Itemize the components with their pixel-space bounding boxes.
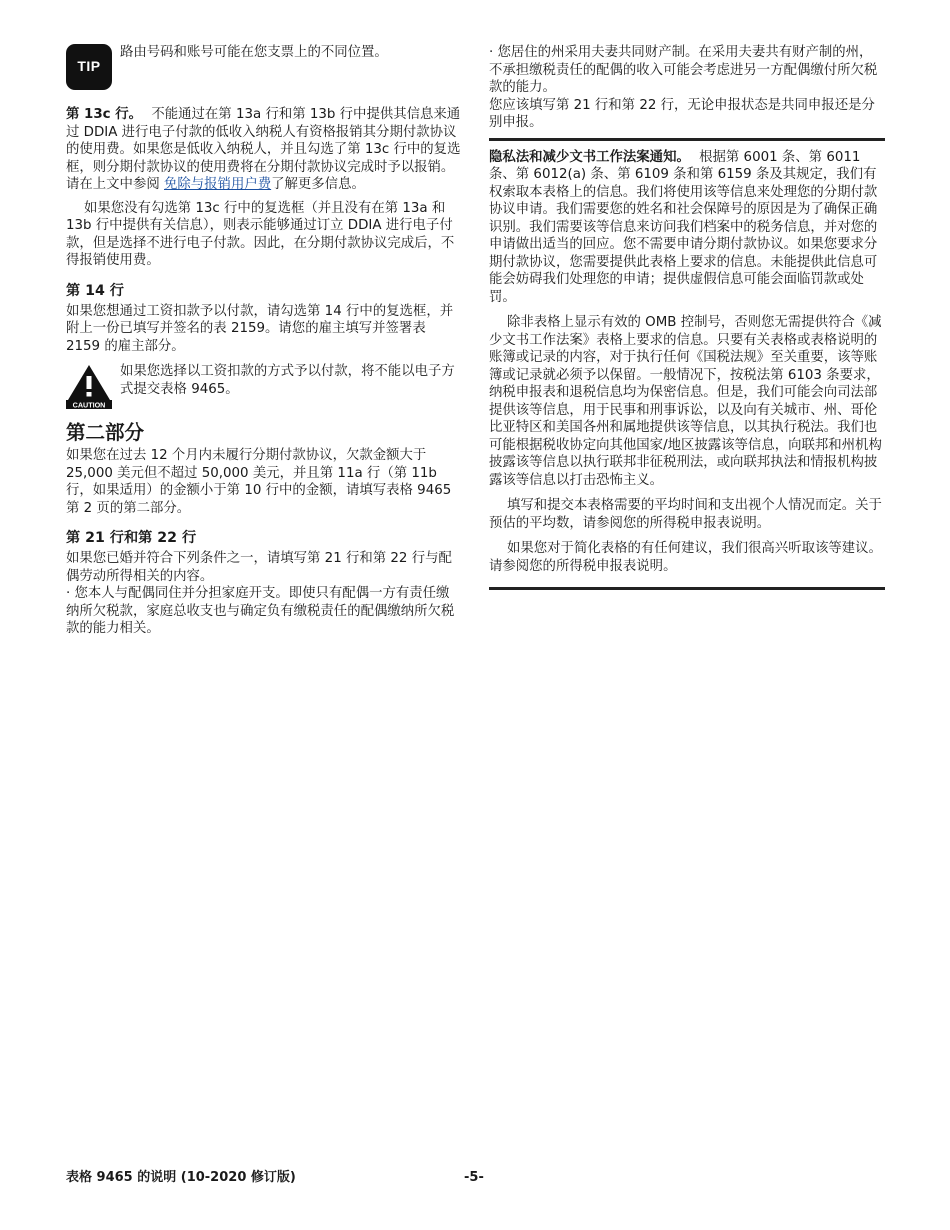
privacy-notice-paragraph-2: 除非表格上显示有效的 OMB 控制号，否则您无需提供符合《减少文书工作法案》表格上要求的信息。只要有关表格或表格说明的账簿或记录的内容，对于执行任何《国税法规》至关重要，该等账簿或记录就必须予以保留。一般情况下，按税法第 6103 条要求，纳税申报表和退税信息均为保密信息。但是，我们可能会向司法部提供该等信息，用于民事和刑事诉讼，以及向有关城市、州、哥伦比亚特区和美国各州和属地提供该等信息，以其执行税法。我们也可能根据税收协定向其他国家/地区披露该等信息，向联邦和州机构披露该等信息以执行联邦非征税刑法，或向联邦执法和情报机构披露该等信息以打击恐怖主义。 bbox=[489, 315, 882, 488]
line-13c-heading: 第 13c 行。 bbox=[66, 107, 143, 122]
line-14-text: 如果您想通过工资扣款予以付款，请勾选第 14 行中的复选框，并附上一份已填写并签名的表 2159。请您的雇主填写并签署表 2159 的雇主部分。 bbox=[66, 303, 454, 354]
caution-icon-graphic bbox=[66, 363, 112, 409]
lines-21-22-bullet-2: · 您居住的州采用夫妻共同财产制。在采用夫妻共有财产制的州，不承担缴税责任的配偶的收入可能会考虑进另一方配偶缴付所欠税款的能力。 bbox=[489, 45, 878, 95]
line-14-heading: 第 14 行 bbox=[66, 282, 124, 299]
caution-icon bbox=[66, 363, 112, 409]
caution-text: 如果您选择以工资扣款的方式予以付款，将不能以电子方式提交表格 9465。 bbox=[120, 364, 455, 397]
tip-callout bbox=[66, 44, 461, 90]
privacy-notice-paragraph-1 bbox=[489, 149, 885, 307]
lines-21-22-bullet-1: · 您本人与配偶同住并分担家庭开支。即使只有配偶一方有责任缴纳所欠税款，家庭总收支也与确定负有缴税责任的配偶缴纳所欠税款的能力相关。 bbox=[66, 586, 455, 636]
part-2-text: 如果您在过去 12 个月内未履行分期付款协议，欠款金额大于 25,000 美元但不超过 50,000 美元，并且第 11a 行（第 11b 行，如果适用）的金额小于第 10 行中的金额，请填写表格 9465 第 2 页的第二部分。 bbox=[66, 448, 452, 516]
privacy-notice-heading: 隐私法和减少文书工作法案通知。 bbox=[489, 149, 690, 165]
line-13c-text: 不能通过在第 13a 行和第 13b 行中提供其信息来通过 DDIA 进行电子付款的低收入纳税人有资格报销其分期付款协议的使用费。如果您是低收入纳税人，并且勾选了第 13c 行中的复选框，则分期付款协议的使用费将在分期付款协议完成时予以报销。请在上文中参阅 bbox=[66, 107, 461, 192]
privacy-notice-paragraph-3: 填写和提交本表格需要的平均时间和支出视个人情况而定。关于预估的平均数，请参阅您的所得税申报表说明。 bbox=[489, 498, 882, 531]
lines-21-22-text: 如果您已婚并符合下列条件之一，请填写第 21 行和第 22 行与配偶劳动所得相关的内容。 bbox=[66, 551, 452, 584]
fee-waiver-link[interactable]: 免除与报销用户费 bbox=[164, 177, 272, 192]
line-13c-paragraph-2: 如果您没有勾选第 13c 行中的复选框（并且没有在第 13a 和 13b 行中提供有关信息），则表示能够通过订立 DDIA 进行电子付款，但是选择不进行电子付款。因此，在分期付款协议完成后，不得报销使用费。 bbox=[66, 200, 455, 268]
caution-callout bbox=[66, 363, 461, 409]
lines-21-22-heading: 第 21 行和第 22 行 bbox=[66, 530, 197, 546]
line-13c-section bbox=[66, 106, 461, 194]
line-13c-text-tail: 了解更多信息。 bbox=[271, 177, 365, 192]
tip-icon-label: TIP bbox=[77, 58, 101, 75]
part-2-heading: 第二部分 bbox=[66, 421, 145, 444]
right-column bbox=[489, 44, 885, 590]
tip-icon bbox=[66, 44, 112, 90]
privacy-notice-text: 根据第 6001 条、第 6011 条、第 6012(a) 条、第 6109 条和第 6159 条及其规定，我们有权索取本表格上的信息。我们将使用该等信息来处理您的分期付款协议申请。我们需要您的姓名和社会保障号的原因是为了确保正确识别。我们需要该等信息来访问我们档案中的税务信息，并对您的申请做出适当的回应。您不需要申请分期付款协议。如果您要求分期付款协议，您需要提供此表格上要求的信息。未能提供此信息可能会妨碍我们处理您的申请；提供虚假信息可能会面临罚款或处罚。 bbox=[489, 149, 878, 305]
section-divider-bottom bbox=[489, 587, 885, 590]
section-divider-top bbox=[489, 138, 885, 141]
filing-status-note: 您应该填写第 21 行和第 22 行，无论申报状态是共同申报还是分别申报。 bbox=[489, 97, 875, 130]
caution-icon-label: CAUTION bbox=[72, 400, 106, 409]
left-column bbox=[66, 44, 461, 638]
footer-form-title: 表格 9465 的说明 (10-2020 修订版) bbox=[66, 1170, 296, 1185]
tip-text: 路由号码和账号可能在您支票上的不同位置。 bbox=[120, 45, 388, 60]
privacy-notice-paragraph-4: 如果您对于简化表格的有任何建议，我们很高兴听取该等建议。请参阅您的所得税申报表说明。 bbox=[489, 541, 882, 574]
footer-page-number: -5- bbox=[464, 1170, 484, 1185]
